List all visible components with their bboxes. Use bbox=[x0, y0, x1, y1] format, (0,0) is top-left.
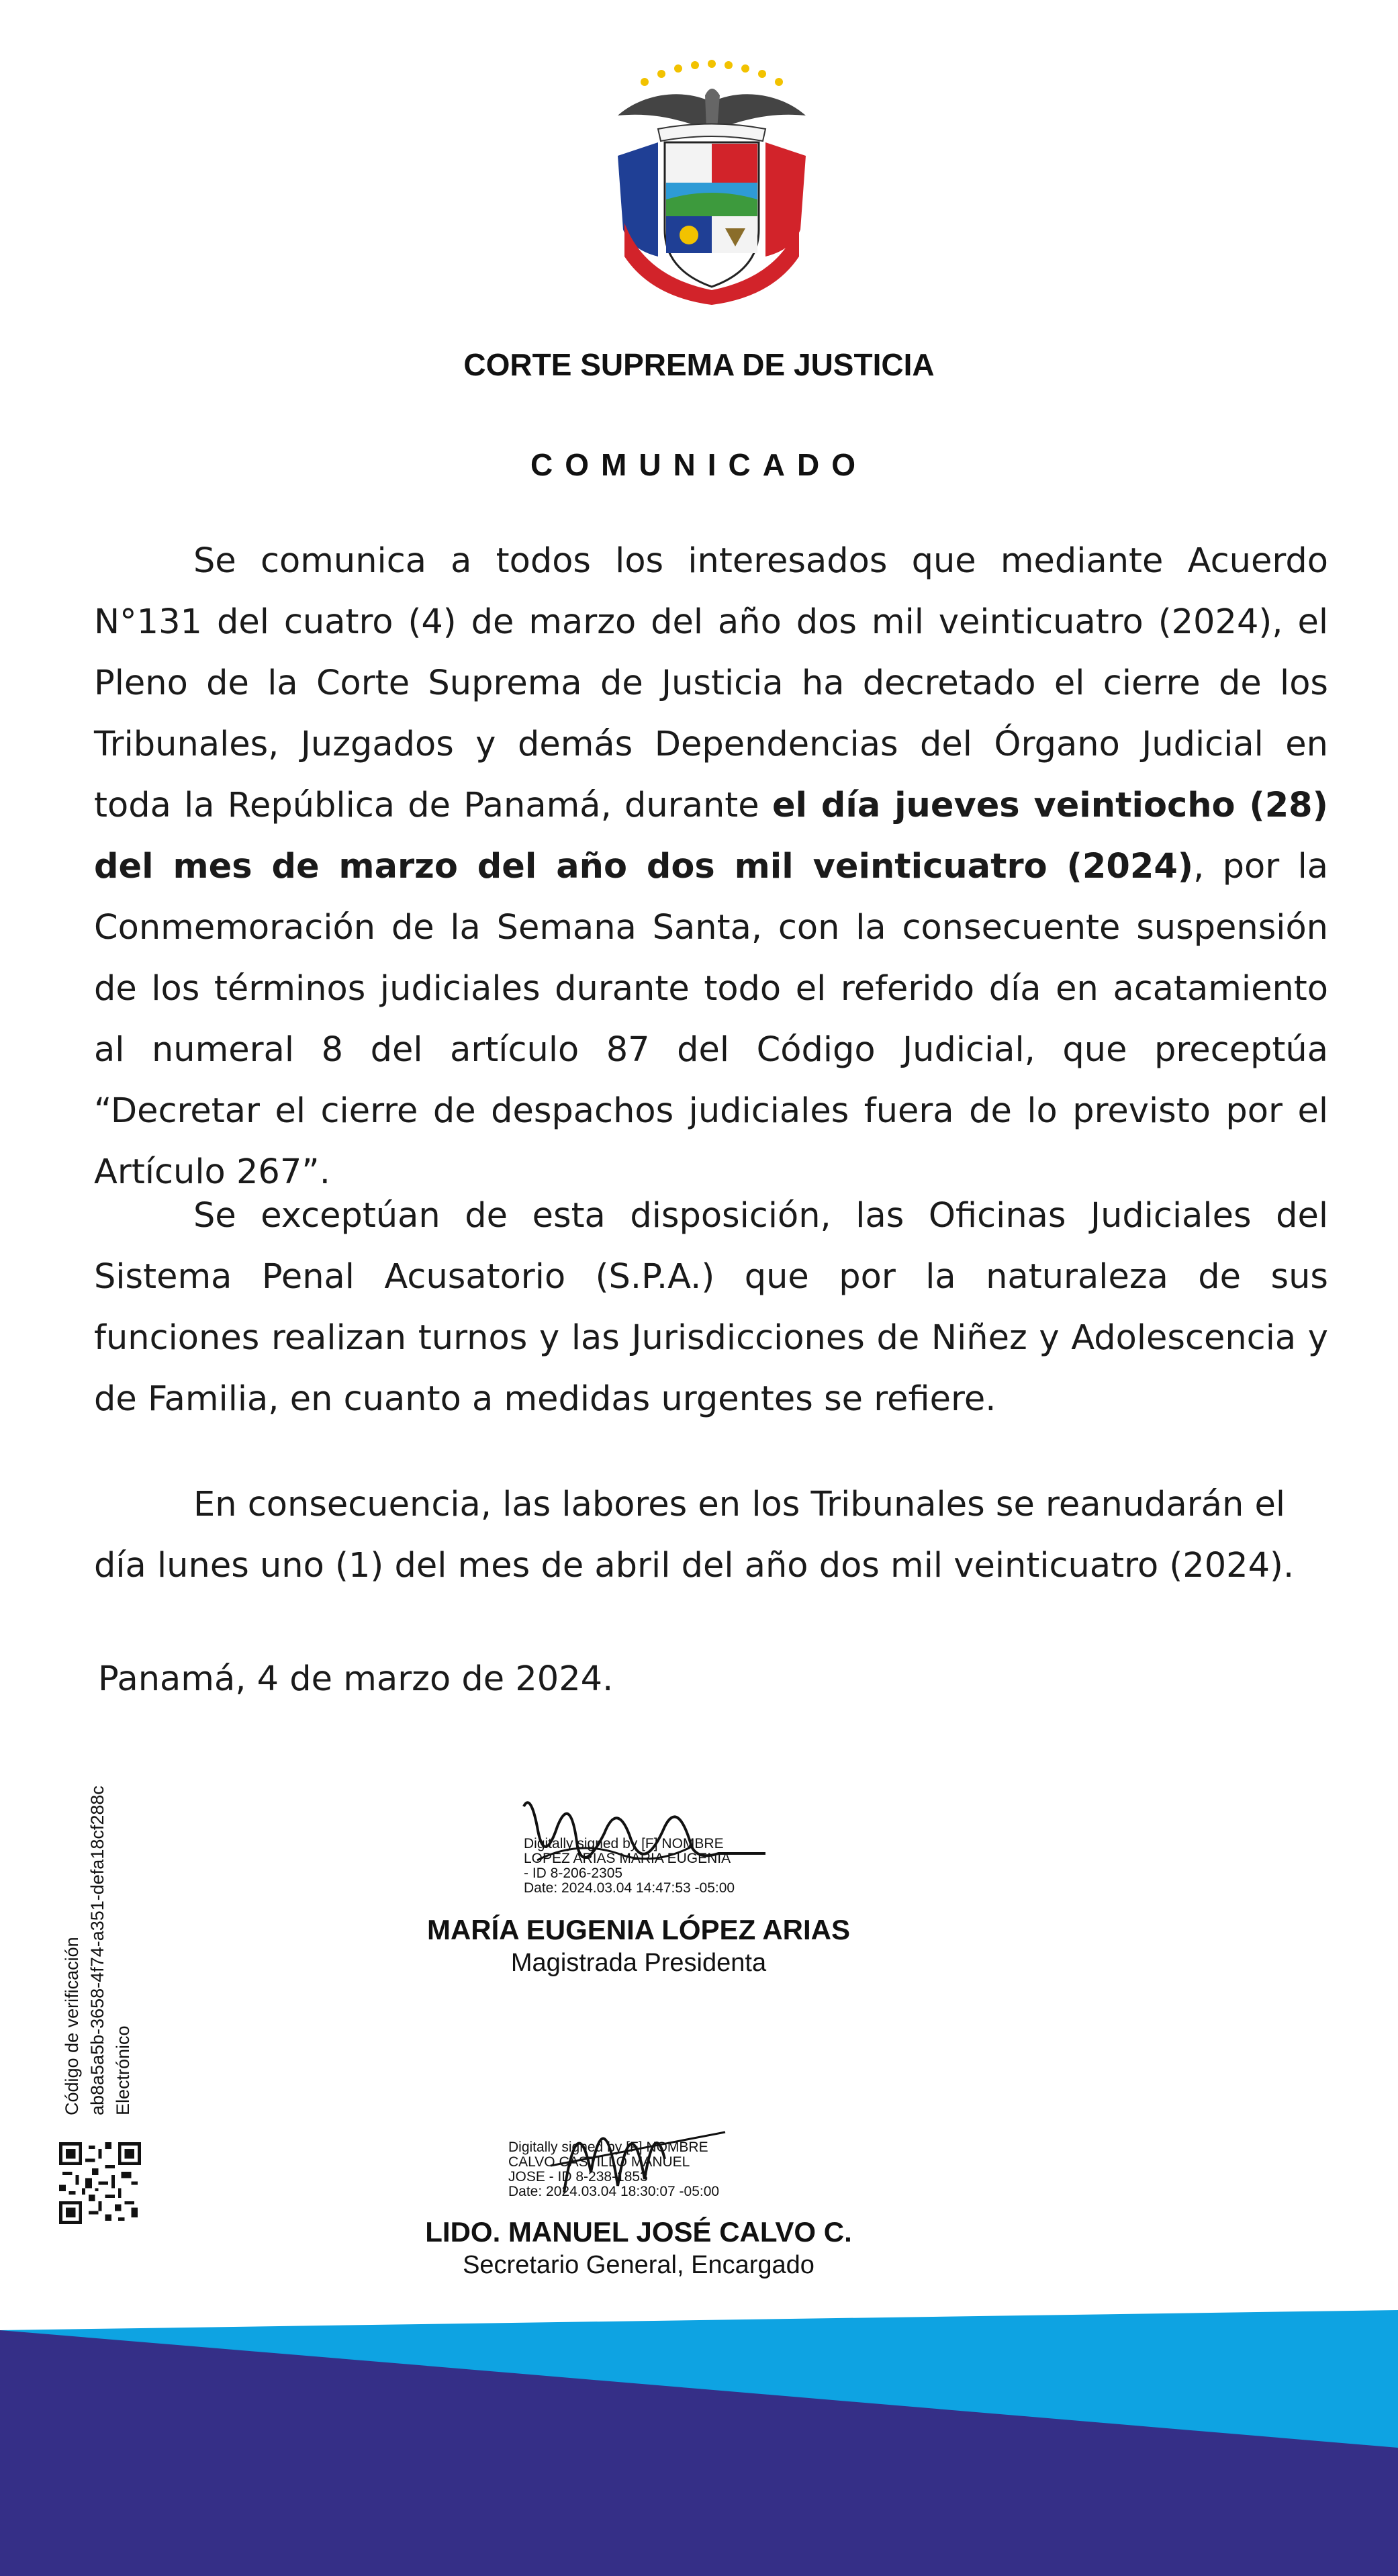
signatory-name-1: MARÍA EUGENIA LÓPEZ ARIAS bbox=[426, 1914, 851, 1945]
verification-code: ab8a5a5b-3658-4f74-a351-defa18cf288c bbox=[87, 1786, 107, 2115]
closure-date-bold: el día jueves veintiocho (28) del mes de marzo del año dos mil veinticuatro (2024) bbox=[94, 786, 1328, 886]
signatory-role-2: Secretario General, Encargado bbox=[463, 2251, 814, 2279]
qr-code-icon[interactable] bbox=[59, 2142, 141, 2224]
document-title: COMUNICADO bbox=[530, 447, 868, 482]
court-name: CORTE SUPREMA DE JUSTICIA bbox=[463, 347, 935, 382]
digital-signature-stamp-2: Digitally signed by [F] NOMBRE CALVO CASTILLO MANUEL JOSE - ID 8-238-1853 Date: 2024.03.04 18:30:07 -05:00 bbox=[508, 2140, 720, 2199]
paragraph-2: Se exceptúan de esta disposición, las Oficinas Judiciales del Sistema Penal Acusatorio (S.P.A.) que por la naturaleza de sus funciones realizan turnos y las Jurisdicciones de Niñez y Adolescencia y de Familia, en cuanto a medidas urgentes se refiere. bbox=[94, 1196, 1328, 1419]
digital-signature-stamp-1: Digitally signed by [F] NOMBRE LOPEZ ARIAS MARIA EUGENIA - ID 8-206-2305 Date: 2024.03.04 14:47:53 -05:00 bbox=[524, 1836, 735, 1896]
verification-type: Electrónico bbox=[113, 2025, 133, 2115]
document-date: Panamá, 4 de marzo de 2024. bbox=[98, 1659, 614, 1699]
paragraph-1: Se comunica a todos los interesados que mediante Acuerdo N°131 del cuatro (4) de marzo del año dos mil veinticuatro (2024), el Pleno de la Corte Suprema de Justicia ha decretado el cierre de los Tribunales, Juzgados y demás Dependencias del Órgano Judicial en toda la República de Panamá, durante el día jueves veintiocho (28) del mes de marzo del año dos mil veinticuatro (2024), por la Conmemoración de la Semana Santa, con la consecuente suspensión de los términos judiciales durante todo el referido día en acatamiento al numeral 8 del artículo 87 del Código Judicial, que preceptúa “Decretar el cierre de despachos judiciales fuera de lo previsto por el Artículo 267”. bbox=[94, 541, 1328, 1192]
signatory-role-1: Magistrada Presidenta bbox=[510, 1949, 767, 1977]
paragraph-3: En consecuencia, las labores en los Tribunales se reanudarán el día lunes uno (1) del mes de abril del año dos mil veinticuatro (2024). bbox=[94, 1485, 1295, 1585]
signatory-name-2: LIDO. MANUEL JOSÉ CALVO C. bbox=[425, 2216, 852, 2248]
verification-code-block bbox=[59, 1786, 136, 2115]
verification-label: Código de verificación bbox=[62, 1937, 82, 2115]
footer-decorative-band bbox=[0, 2310, 1398, 2576]
coat-of-arms-icon bbox=[604, 55, 819, 310]
